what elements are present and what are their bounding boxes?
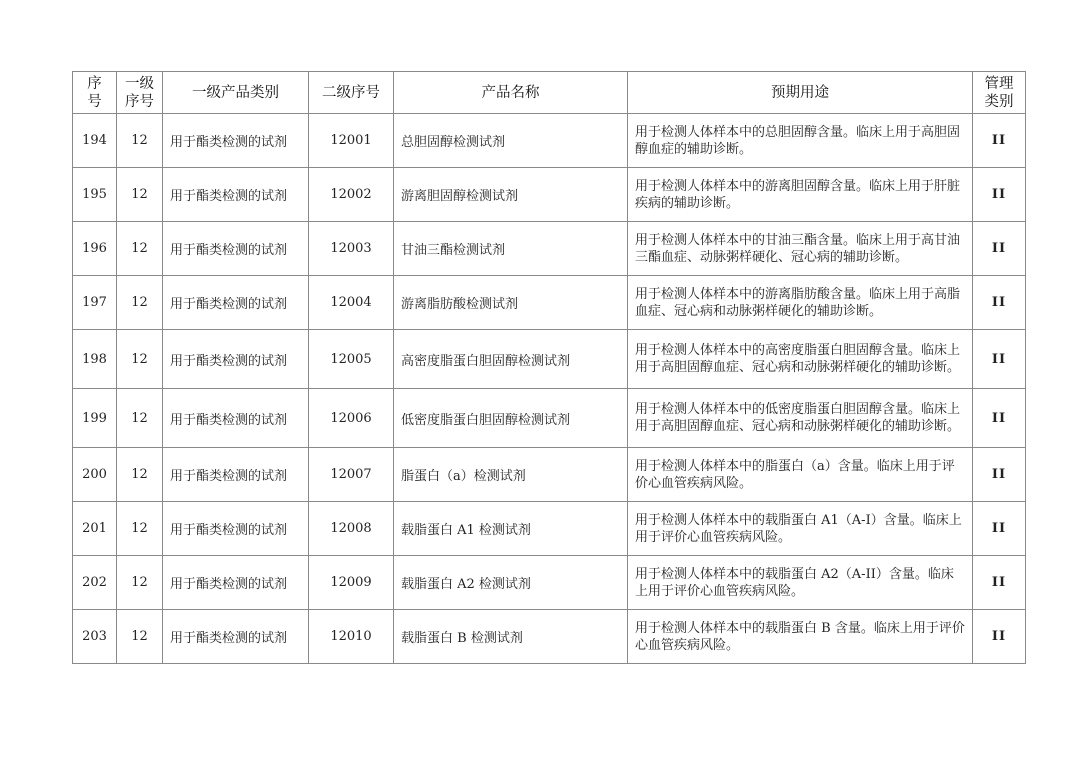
- cell-intended-use: 用于检测人体样本中的脂蛋白（a）含量。临床上用于评价心血管疾病风险。: [628, 448, 973, 502]
- header-management-class: [973, 72, 1026, 114]
- table-row: [73, 556, 1026, 610]
- header-intended-use-text: 预期用途: [771, 84, 829, 101]
- cell-level2-seq: 12005: [309, 330, 394, 389]
- table-row: [73, 448, 1026, 502]
- header-level1-seq-text: 一级序号: [124, 75, 154, 110]
- cell-level2-seq: 12003: [309, 222, 394, 276]
- cell-intended-use: 用于检测人体样本中的游离脂肪酸含量。临床上用于高脂血症、冠心病和动脉粥样硬化的辅助诊断。: [628, 276, 973, 330]
- header-intended-use: [628, 72, 973, 114]
- cell-level1-seq: 12: [117, 168, 163, 222]
- cell-product-name: 甘油三酯检测试剂: [394, 222, 628, 276]
- cell-management-class: II: [973, 502, 1026, 556]
- cell-level1-seq: 12: [117, 114, 163, 168]
- cell-management-class: II: [973, 448, 1026, 502]
- header-seq: [73, 72, 117, 114]
- cell-level2-seq: 12010: [309, 610, 394, 664]
- cell-intended-use: 用于检测人体样本中的游离胆固醇含量。临床上用于肝脏疾病的辅助诊断。: [628, 168, 973, 222]
- cell-seq: 198: [73, 330, 117, 389]
- cell-product-name: 总胆固醇检测试剂: [394, 114, 628, 168]
- cell-seq: 199: [73, 389, 117, 448]
- cell-category: 用于酯类检测的试剂: [163, 168, 309, 222]
- table-row: [73, 222, 1026, 276]
- cell-product-name: 载脂蛋白 B 检测试剂: [394, 610, 628, 664]
- table-body: [73, 114, 1026, 664]
- cell-level1-seq: 12: [117, 389, 163, 448]
- cell-management-class: II: [973, 222, 1026, 276]
- header-level2-seq-text: 二级序号: [322, 84, 380, 101]
- cell-level1-seq: 12: [117, 502, 163, 556]
- cell-product-name: 低密度脂蛋白胆固醇检测试剂: [394, 389, 628, 448]
- cell-level1-seq: 12: [117, 276, 163, 330]
- header-seq-text: 序号: [87, 75, 102, 110]
- cell-product-name: 脂蛋白（a）检测试剂: [394, 448, 628, 502]
- product-catalog-table: [72, 71, 1026, 664]
- cell-category: 用于酯类检测的试剂: [163, 556, 309, 610]
- cell-intended-use: 用于检测人体样本中的甘油三酯含量。临床上用于高甘油三酯血症、动脉粥样硬化、冠心病的辅助诊断。: [628, 222, 973, 276]
- cell-management-class: II: [973, 168, 1026, 222]
- header-level1-seq: [117, 72, 163, 114]
- cell-category: 用于酯类检测的试剂: [163, 276, 309, 330]
- cell-management-class: II: [973, 276, 1026, 330]
- cell-category: 用于酯类检测的试剂: [163, 330, 309, 389]
- cell-category: 用于酯类检测的试剂: [163, 389, 309, 448]
- cell-intended-use: 用于检测人体样本中的低密度脂蛋白胆固醇含量。临床上用于高胆固醇血症、冠心病和动脉粥样硬化的辅助诊断。: [628, 389, 973, 448]
- cell-level2-seq: 12002: [309, 168, 394, 222]
- header-level1-category-text: 一级产品类别: [192, 84, 279, 101]
- cell-category: 用于酯类检测的试剂: [163, 502, 309, 556]
- cell-management-class: II: [973, 556, 1026, 610]
- cell-level1-seq: 12: [117, 448, 163, 502]
- table-header: [73, 72, 1026, 114]
- cell-seq: 202: [73, 556, 117, 610]
- cell-management-class: II: [973, 330, 1026, 389]
- cell-seq: 200: [73, 448, 117, 502]
- cell-level1-seq: 12: [117, 610, 163, 664]
- cell-management-class: II: [973, 114, 1026, 168]
- header-product-name-text: 产品名称: [481, 84, 540, 101]
- cell-category: 用于酯类检测的试剂: [163, 448, 309, 502]
- header-level1-category: [163, 72, 309, 114]
- cell-category: 用于酯类检测的试剂: [163, 114, 309, 168]
- cell-level2-seq: 12009: [309, 556, 394, 610]
- cell-seq: 203: [73, 610, 117, 664]
- cell-level2-seq: 12001: [309, 114, 394, 168]
- cell-level1-seq: 12: [117, 330, 163, 389]
- header-management-class-text: 管理类别: [984, 75, 1014, 110]
- cell-level2-seq: 12006: [309, 389, 394, 448]
- cell-product-name: 载脂蛋白 A1 检测试剂: [394, 502, 628, 556]
- table-row: [73, 276, 1026, 330]
- cell-level2-seq: 12008: [309, 502, 394, 556]
- table-row: [73, 114, 1026, 168]
- cell-intended-use: 用于检测人体样本中的载脂蛋白 B 含量。临床上用于评价心血管疾病风险。: [628, 610, 973, 664]
- cell-product-name: 载脂蛋白 A2 检测试剂: [394, 556, 628, 610]
- cell-level2-seq: 12004: [309, 276, 394, 330]
- table-row: [73, 389, 1026, 448]
- table-row: [73, 502, 1026, 556]
- table-row: [73, 330, 1026, 389]
- cell-intended-use: 用于检测人体样本中的载脂蛋白 A2（A-II）含量。临床上用于评价心血管疾病风险。: [628, 556, 973, 610]
- table-row: [73, 168, 1026, 222]
- cell-product-name: 游离脂肪酸检测试剂: [394, 276, 628, 330]
- cell-seq: 201: [73, 502, 117, 556]
- cell-category: 用于酯类检测的试剂: [163, 610, 309, 664]
- cell-product-name: 高密度脂蛋白胆固醇检测试剂: [394, 330, 628, 389]
- cell-intended-use: 用于检测人体样本中的高密度脂蛋白胆固醇含量。临床上用于高胆固醇血症、冠心病和动脉粥样硬化的辅助诊断。: [628, 330, 973, 389]
- cell-management-class: II: [973, 389, 1026, 448]
- cell-intended-use: 用于检测人体样本中的总胆固醇含量。临床上用于高胆固醇血症的辅助诊断。: [628, 114, 973, 168]
- cell-management-class: II: [973, 610, 1026, 664]
- table-row: [73, 610, 1026, 664]
- cell-seq: 194: [73, 114, 117, 168]
- cell-seq: 196: [73, 222, 117, 276]
- cell-product-name: 游离胆固醇检测试剂: [394, 168, 628, 222]
- cell-level2-seq: 12007: [309, 448, 394, 502]
- header-row: [73, 72, 1026, 114]
- header-product-name: [394, 72, 628, 114]
- cell-level1-seq: 12: [117, 556, 163, 610]
- cell-seq: 197: [73, 276, 117, 330]
- cell-intended-use: 用于检测人体样本中的载脂蛋白 A1（A-I）含量。临床上用于评价心血管疾病风险。: [628, 502, 973, 556]
- cell-category: 用于酯类检测的试剂: [163, 222, 309, 276]
- cell-seq: 195: [73, 168, 117, 222]
- cell-level1-seq: 12: [117, 222, 163, 276]
- header-level2-seq: [309, 72, 394, 114]
